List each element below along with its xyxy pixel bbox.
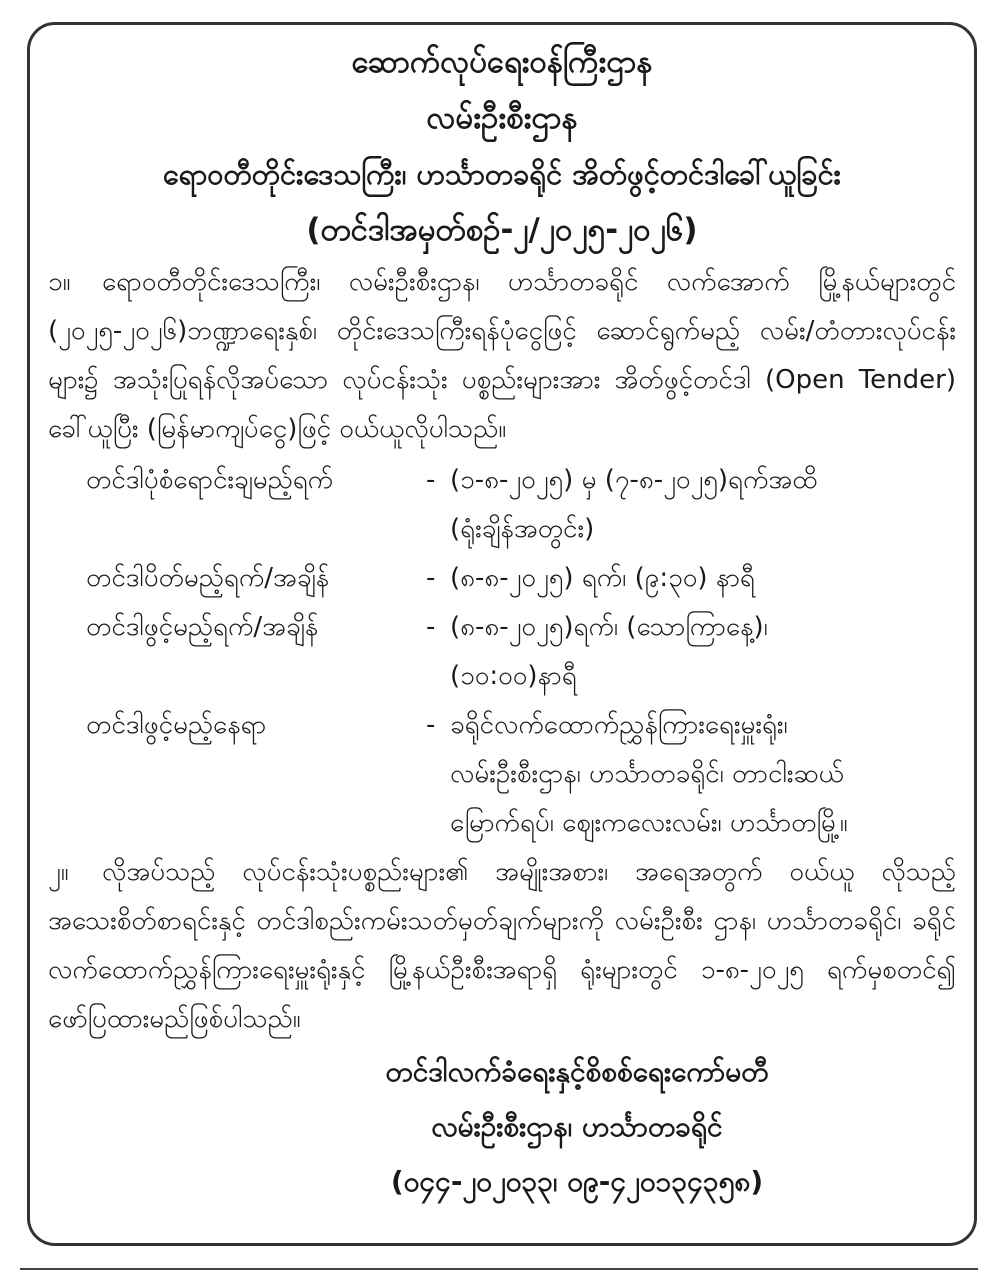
tender-number: (တင်ဒါအမှတ်စဉ်-၂/၂၀၂၅-၂၀၂၆) <box>306 212 698 248</box>
signature-committee: တင်ဒါလက်ခံရေးနှင့်စိစစ်ရေးကော်မတီ <box>385 1055 769 1088</box>
notice-title: ရောဝတီတိုင်းဒေသကြီး၊ ဟင်္သာတခရိုင် အိတ်ဖွင့်တင်ဒါခေါ်ယူခြင်း <box>162 157 842 191</box>
schedule-label: တင်ဒါပုံစံရောင်းချမည့်ရက် <box>86 465 334 495</box>
schedule-dash: - <box>426 563 436 593</box>
signature-phones: (၀၄၄-၂၀၂၀၃၃၊ ၀၉-၄၂၀၁၃၄၃၅၈) <box>390 1165 764 1198</box>
schedule-dash: - <box>426 465 436 495</box>
schedule-row-close <box>48 554 956 603</box>
schedule-value <box>450 701 956 848</box>
schedule-value: (၈-၈-၂၀၂၅) ရက်၊ (၉:၃၀) နာရီ <box>450 563 755 593</box>
schedule-value-line: ခရိုင်လက်ထောက်ညွှန်ကြားရေးမှူးရုံး၊ <box>450 710 788 740</box>
schedule-value-line: (၈-၈-၂၀၂၅)ရက်၊ (သောကြာနေ့)၊ <box>450 612 768 642</box>
bottom-divider <box>20 1268 978 1270</box>
schedule-list <box>48 456 956 848</box>
schedule-row-open <box>48 603 956 701</box>
schedule-value <box>450 456 956 554</box>
schedule-value <box>450 603 956 701</box>
schedule-dash: - <box>426 612 436 642</box>
schedule-value-line: (ရုံးချိန်အတွင်း) <box>450 514 595 544</box>
schedule-dash: - <box>426 710 436 740</box>
section-1-number: ၁။ <box>48 267 71 297</box>
schedule-value-line: (၁-၈-၂၀၂၅) မှ (၇-၈-၂၀၂၅)ရက်အထိ <box>450 465 818 495</box>
schedule-value-line: (၁၀:၀၀)နာရီ <box>450 661 577 691</box>
schedule-row-venue <box>48 701 956 848</box>
department-heading: လမ်းဦးစီးဌာန <box>426 100 578 136</box>
schedule-row-sale <box>48 456 956 554</box>
signature-office: လမ်းဦးစီးဌာန၊ ဟင်္သာတခရိုင် <box>431 1110 723 1143</box>
ministry-heading: ဆောက်လုပ်ရေးဝန်ကြီးဌာန <box>351 44 653 80</box>
section-1 <box>48 258 956 454</box>
section-2-number: ၂။ <box>48 857 69 887</box>
section-1-text: ရောဝတီတိုင်းဒေသကြီး၊ လမ်းဦးစီးဌာန၊ ဟင်္သာတခရိုင် လက်အောက် မြို့နယ်များတွင် (၂၀၂၅-၂၀၂၆)ဘဏ္ဍာရေးနှစ်၊ တိုင်းဒေသကြီးရန်ပုံငွေဖြင့် ဆောင်ရွက်မည့် လမ်း/တံတားလုပ်ငန်းများ၌ အသုံးပြုရန်လိုအပ်သော လုပ်ငန်းသုံး ပစ္စည်းများအား အိတ်ဖွင့်တင်ဒါ (Open Tender) ခေါ်ယူပြီး (မြန်မာကျပ်ငွေ)ဖြင့် ဝယ်ယူလိုပါသည်။ <box>48 267 956 444</box>
schedule-value-line: မြောက်ရပ်၊ ဈေးကလေးလမ်း၊ ဟင်္သာတမြို့။ <box>450 808 848 838</box>
schedule-value-line: လမ်းဦးစီးဌာန၊ ဟင်္သာတခရိုင်၊ တာငါးဆယ် <box>450 759 844 789</box>
schedule-label: တင်ဒါဖွင့်မည့်ရက်/အချိန် <box>86 612 319 642</box>
section-2 <box>48 848 956 1044</box>
schedule-label: တင်ဒါဖွင့်မည့်နေရာ <box>86 710 267 740</box>
section-2-text: လိုအပ်သည့် လုပ်ငန်းသုံးပစ္စည်းများ၏ အမျိုးအစား၊ အရေအတွက် ဝယ်ယူ လိုသည့် အသေးစိတ်စာရင်းနှင့် တင်ဒါစည်းကမ်းသတ်မှတ်ချက်များကို လမ်းဦးစီး ဌာန၊ ဟင်္သာတခရိုင်၊ ခရိုင်လက်ထောက်ညွှန်ကြားရေးမှူးရုံးနှင့် မြို့နယ်ဦးစီးအရာရှိ ရုံးများတွင် ၁-၈-၂၀၂၅ ရက်မှစတင်၍ ဖော်ပြထားမည်ဖြစ်ပါသည်။ <box>48 857 956 1034</box>
schedule-label: တင်ဒါပိတ်မည့်ရက်/အချိန် <box>86 563 330 593</box>
tender-notice <box>48 34 956 1209</box>
